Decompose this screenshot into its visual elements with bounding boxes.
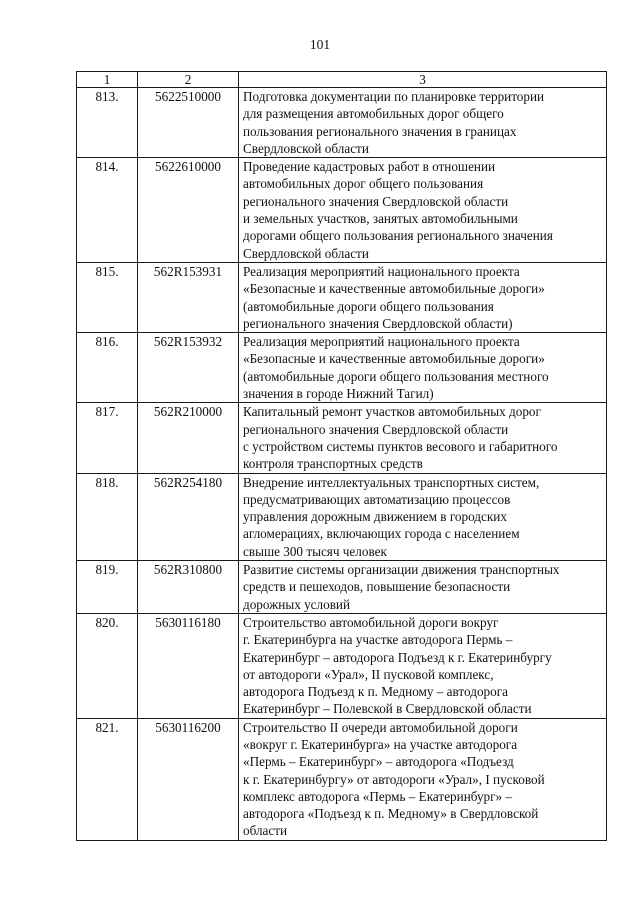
description-line: (автомобильные дороги общего пользования местного bbox=[243, 368, 549, 384]
description-line: агломерациях, включающих города с населением bbox=[243, 526, 520, 542]
row-description bbox=[239, 88, 607, 158]
table-row bbox=[77, 561, 607, 614]
description-line: «вокруг г. Екатеринбурга» на участке автодорога bbox=[243, 736, 518, 752]
page-number: 101 bbox=[309, 37, 331, 52]
description-line: контроля транспортных средств bbox=[243, 456, 423, 472]
description-line: области bbox=[243, 823, 288, 839]
description-line: для размещения автомобильных дорог общего bbox=[243, 106, 504, 122]
table-row bbox=[77, 262, 607, 332]
row-description bbox=[239, 262, 607, 332]
row-code: 562R153931 bbox=[138, 262, 239, 332]
row-number: 814. bbox=[77, 158, 138, 263]
row-description bbox=[239, 718, 607, 840]
description-line: Строительство автомобильной дороги вокруг bbox=[243, 614, 499, 630]
description-line: с устройством системы пунктов весового и габаритного bbox=[243, 438, 558, 454]
row-code: 5630116180 bbox=[138, 613, 239, 718]
description-line: (автомобильные дороги общего пользования bbox=[243, 298, 494, 314]
row-number: 820. bbox=[77, 613, 138, 718]
description-line: регионального значения Свердловской области bbox=[243, 421, 509, 437]
description-line: управления дорожным движением в городских bbox=[243, 509, 507, 525]
description-line: значения в городе Нижний Тагил) bbox=[243, 386, 434, 402]
table-header-row bbox=[77, 72, 607, 88]
description-line: Развитие системы организации движения транспортных bbox=[243, 562, 560, 578]
description-line: «Безопасные и качественные автомобильные дороги» bbox=[243, 351, 545, 367]
budget-code-table bbox=[76, 71, 607, 841]
row-code: 562R153932 bbox=[138, 333, 239, 403]
row-number: 819. bbox=[77, 561, 138, 614]
row-code: 562R210000 bbox=[138, 403, 239, 473]
description-line: Внедрение интеллектуальных транспортных систем, bbox=[243, 474, 540, 490]
description-line: Свердловской области bbox=[243, 140, 369, 156]
row-description bbox=[239, 561, 607, 614]
description-line: дорожных условий bbox=[243, 596, 351, 612]
description-line: г. Екатеринбурга на участке автодорога Пермь – bbox=[243, 632, 513, 648]
row-code: 562R310800 bbox=[138, 561, 239, 614]
description-line: Капитальный ремонт участков автомобильных дорог bbox=[243, 404, 541, 420]
description-line: Екатеринбург – автодорога Подъезд к г. Екатеринбургу bbox=[243, 649, 552, 665]
description-line: Проведение кадастровых работ в отношении bbox=[243, 159, 496, 175]
row-number: 815. bbox=[77, 262, 138, 332]
description-line: пользования регионального значения в границах bbox=[243, 123, 517, 139]
description-line: средств и пешеходов, повышение безопасности bbox=[243, 579, 511, 595]
row-number: 816. bbox=[77, 333, 138, 403]
description-line: предусматривающих автоматизацию процессов bbox=[243, 491, 511, 507]
row-code: 5622510000 bbox=[138, 88, 239, 158]
description-line: от автодороги «Урал», II пусковой комплекс, bbox=[243, 666, 494, 682]
description-line: Строительство II очереди автомобильной дороги bbox=[243, 719, 518, 735]
description-line: «Пермь – Екатеринбург» – автодорога «Подъезд bbox=[243, 754, 514, 770]
description-line: автодорога Подъезд к п. Медному – автодорога bbox=[243, 684, 508, 700]
row-number: 813. bbox=[77, 88, 138, 158]
description-line: и земельных участков, занятых автомобильными bbox=[243, 211, 518, 227]
table-row bbox=[77, 88, 607, 158]
row-code: 5622610000 bbox=[138, 158, 239, 263]
row-description bbox=[239, 613, 607, 718]
description-line: автомобильных дорог общего пользования bbox=[243, 176, 484, 192]
description-line: свыше 300 тысяч человек bbox=[243, 543, 387, 559]
row-code: 562R254180 bbox=[138, 473, 239, 560]
row-number: 821. bbox=[77, 718, 138, 840]
table-row bbox=[77, 403, 607, 473]
table-body bbox=[77, 88, 607, 841]
description-line: Екатеринбург – Полевской в Свердловской области bbox=[243, 701, 532, 717]
table-row bbox=[77, 718, 607, 840]
description-line: комплекс автодорога «Пермь – Екатеринбург» – bbox=[243, 788, 513, 804]
description-line: «Безопасные и качественные автомобильные дороги» bbox=[243, 281, 545, 297]
row-number: 817. bbox=[77, 403, 138, 473]
table-row bbox=[77, 333, 607, 403]
description-line: к г. Екатеринбургу» от автодороги «Урал», I пусковой bbox=[243, 771, 545, 787]
description-line: регионального значения Свердловской области bbox=[243, 193, 509, 209]
column-header-code: 2 bbox=[138, 72, 239, 88]
description-line: автодорога «Подъезд к п. Медному» в Свердловской bbox=[243, 806, 539, 822]
description-line: Подготовка документации по планировке территории bbox=[243, 89, 545, 104]
table-row bbox=[77, 158, 607, 263]
row-code: 5630116200 bbox=[138, 718, 239, 840]
row-number: 818. bbox=[77, 473, 138, 560]
column-header-description: 3 bbox=[239, 72, 607, 88]
description-line: Реализация мероприятий национального проекта bbox=[243, 263, 520, 279]
column-header-number: 1 bbox=[77, 72, 138, 88]
description-line: регионального значения Свердловской области) bbox=[243, 315, 513, 331]
description-line: Реализация мероприятий национального проекта bbox=[243, 334, 520, 350]
row-description bbox=[239, 473, 607, 560]
table-row bbox=[77, 613, 607, 718]
description-line: дорогами общего пользования регионального значения bbox=[243, 228, 553, 244]
table-row bbox=[77, 473, 607, 560]
description-line: Свердловской области bbox=[243, 245, 369, 261]
row-description bbox=[239, 403, 607, 473]
row-description bbox=[239, 333, 607, 403]
row-description bbox=[239, 158, 607, 263]
